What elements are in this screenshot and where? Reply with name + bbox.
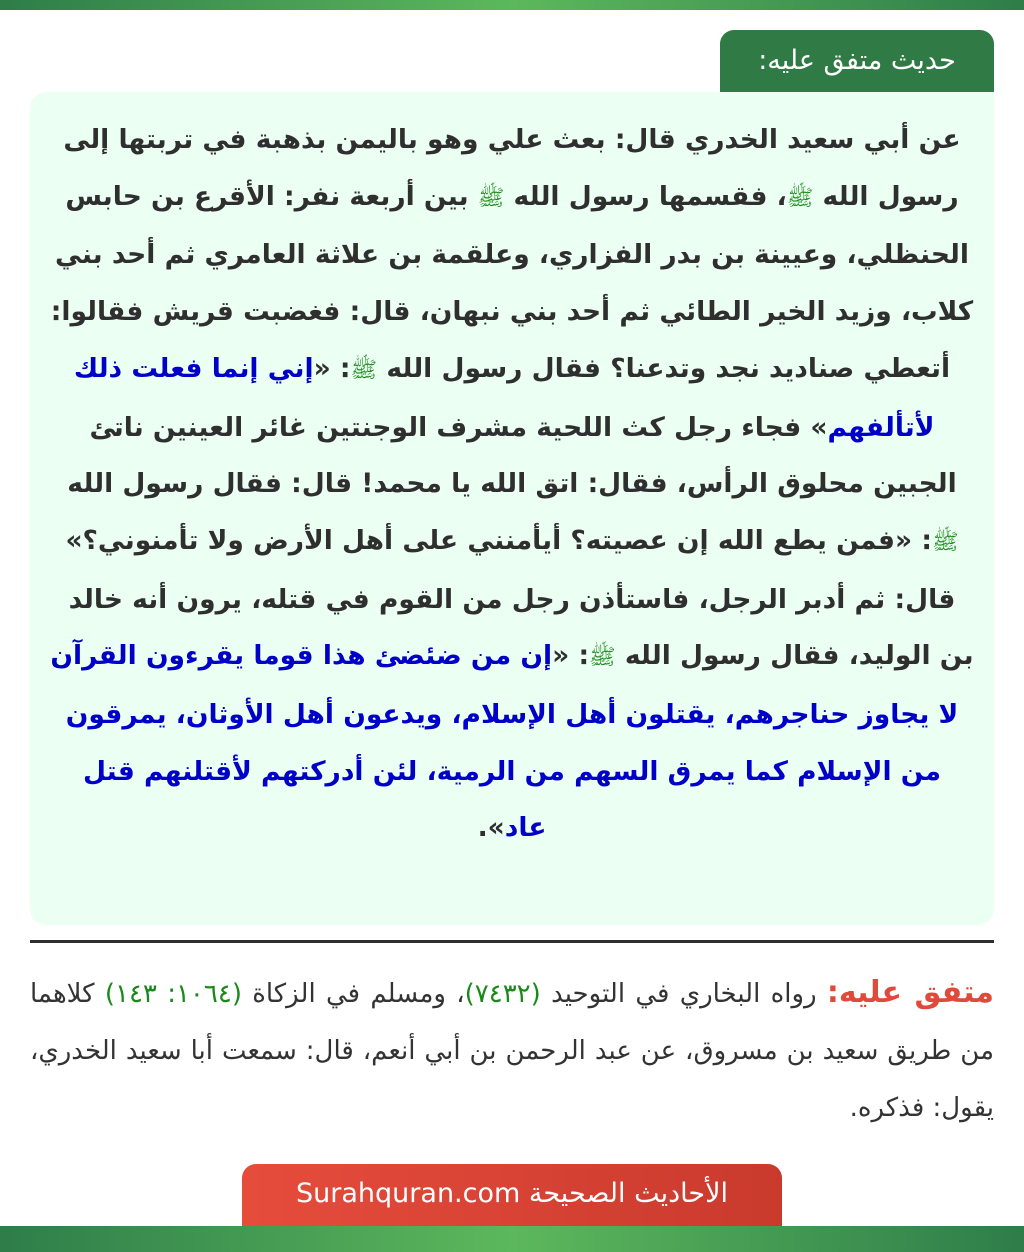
hadith-text [48,112,976,857]
source-label: متفق عليه: [826,975,994,1010]
salutation-icon: ﷺ [786,185,814,211]
source-text: ، ومسلم في الزكاة [241,979,465,1009]
prophet-quote: إن من ضئضئ هذا قوما يقرءون القرآن لا يجاوز حناجرهم، يقتلون أهل الإسلام، ويدعون أهل الأوثان، يمرقون من الإسلام كما يمرق السهم من الرمية، لئن أدركتهم لأقتلنهم قتل عاد [50,640,959,844]
hadith-title: حديث متفق عليه: [758,45,956,76]
site-link-button[interactable] [242,1164,782,1226]
hadith-source [30,964,994,1137]
salutation-icon: ﷺ [477,185,505,211]
hadith-text-segment: : « [552,640,590,672]
bottom-decorative-bar [0,1226,1024,1252]
source-text: كلاهما من طريق سعيد بن مسروق، عن عبد الرحمن بن أبي أنعم، قال: سمعت أبا سعيد الخدري، يقول: فذكره. [30,979,994,1123]
salutation-icon: ﷺ [589,645,616,671]
prophet-quote: إني إنما فعلت ذلك لأتألفهم [73,352,935,443]
hadith-text-segment: عن أبي سعيد الخدري قال: بعث علي وهو باليمن بذهبة في تربتها إلى رسول الله [63,124,961,212]
source-reference: (١٠٦٤: ١٤٣) [104,979,242,1009]
hadith-text-segment: ». [477,812,505,844]
source-reference: (٧٤٣٢) [464,979,541,1009]
site-link-label: الأحاديث الصحيحة Surahquran.com [296,1178,728,1209]
hadith-text-segment: بين أربعة نفر: الأقرع بن حابس الحنظلي، وعيينة بن بدر الفزاري، وعلقمة بن علاثة العامري ثم أحد بني كلاب، وزيد الخير الطائي ثم أحد بني نبهان، قال: فغضبت قريش فقالوا: أتعطي صناديد نجد وتدعنا؟ فقال رسول الله [50,180,974,384]
source-text: رواه البخاري في التوحيد [540,979,827,1009]
hadith-text-box [30,92,994,925]
salutation-icon: ﷺ [350,357,378,383]
hadith-text-segment: ، فقسمها رسول الله [504,180,787,212]
hadith-text-segment: : «فمن يطع الله إن عصيته؟ أيأمنني على أهل الأرض ولا تأمنوني؟» قال: ثم أدبر الرجل، فاستأذن رجل من القوم في قتله، يرون أنه خالد بن الوليد، فقال رسول الله [65,524,974,672]
divider [30,940,994,943]
hadith-text-segment: : « [313,352,351,384]
top-decorative-bar [0,0,1024,10]
hadith-text-segment: » فجاء رجل كث اللحية مشرف الوجنتين غائر العينين ناتئ الجبين محلوق الرأس، فقال: اتق الله يا محمد! قال: فقال رسول الله [67,411,957,500]
salutation-icon: ﷺ [931,529,959,555]
hadith-title-tab [720,30,994,92]
